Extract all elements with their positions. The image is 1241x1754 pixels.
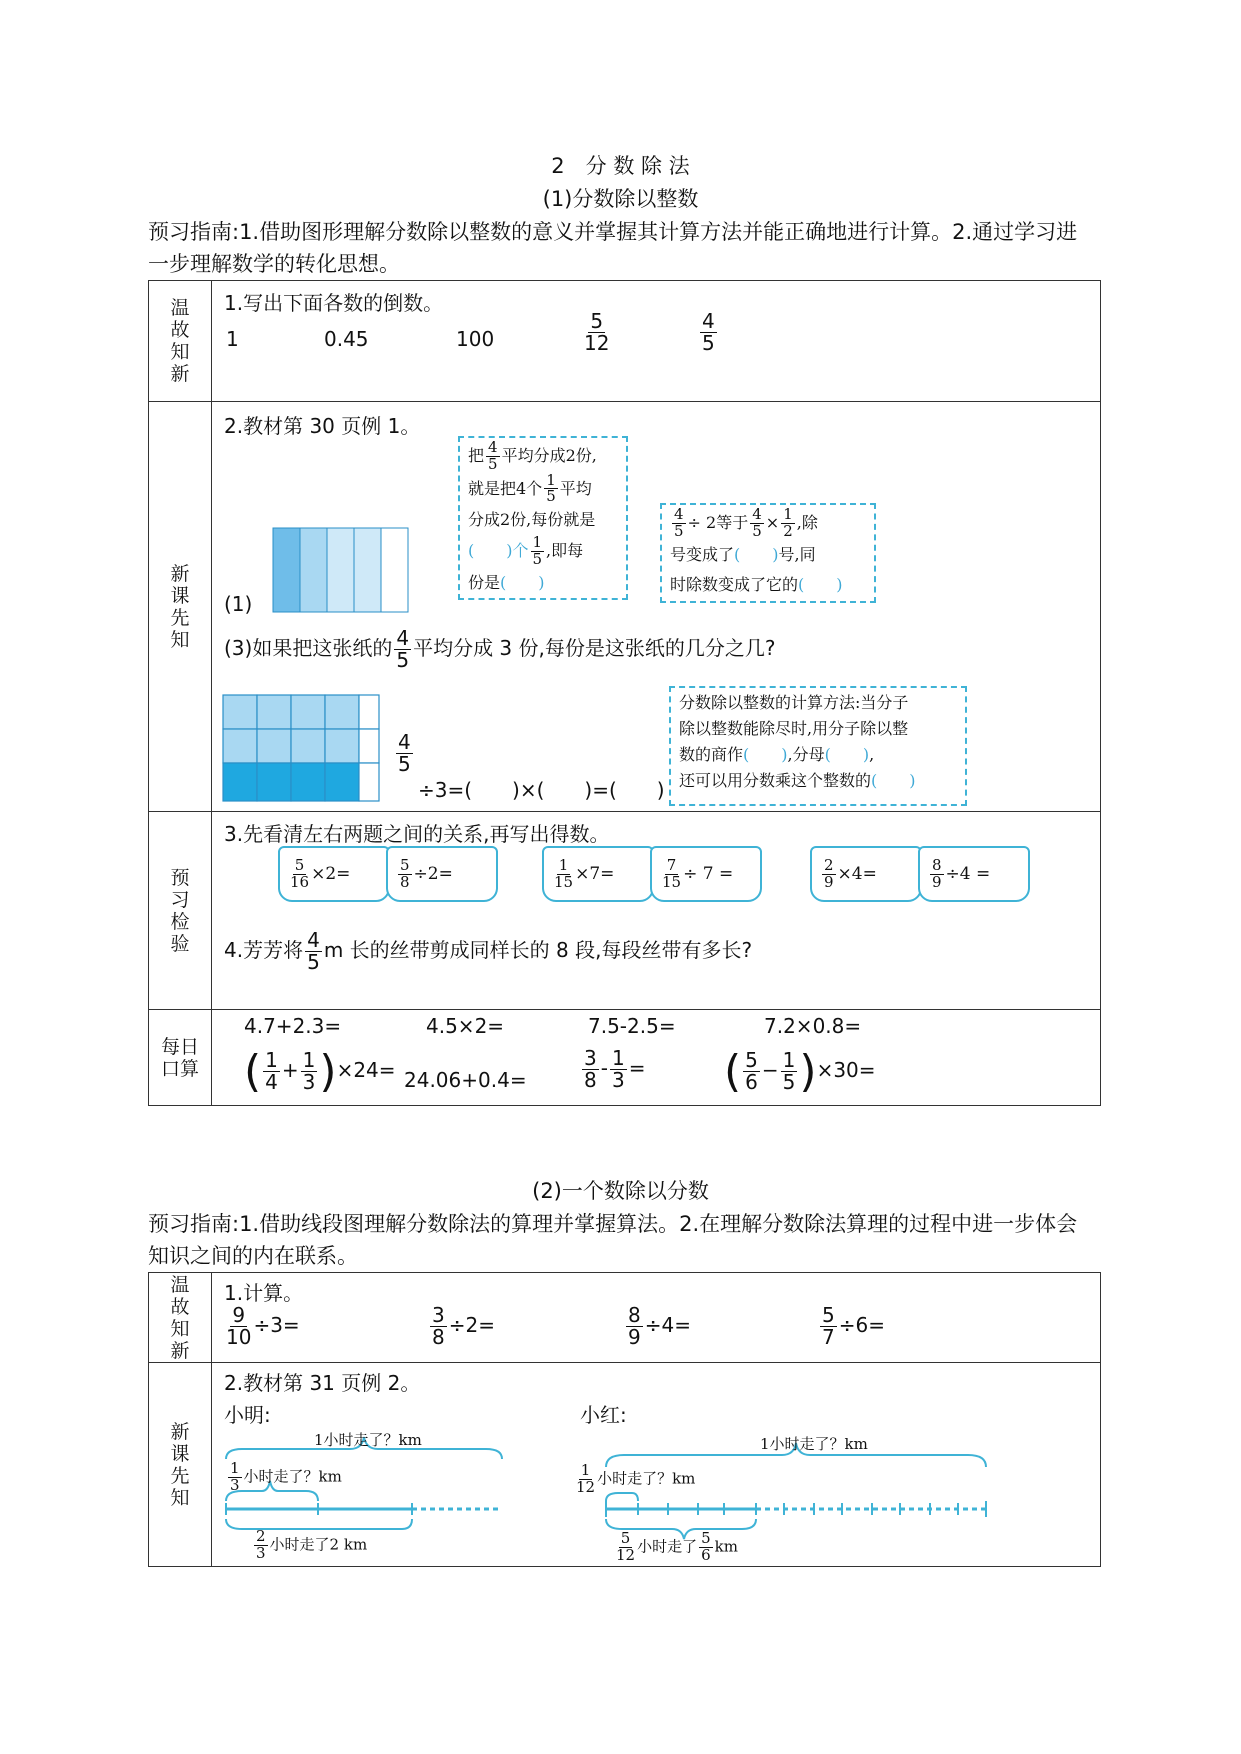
review-cell xyxy=(212,281,1101,402)
xiaoming-bottom-label: $\frac{2}{3}$ 小时走了2 km xyxy=(256,1527,368,1562)
xiaoming-label: 小明: xyxy=(224,1403,271,1427)
question-3: 3.先看清左右两题之间的关系,再写出得数。 xyxy=(224,822,610,846)
worksheet-table-1 xyxy=(148,280,1101,1106)
calc-item: 7.2×0.8= xyxy=(764,1014,862,1038)
review-cell xyxy=(212,1273,1101,1363)
xiaoming-top-label: 1小时走了？km xyxy=(314,1431,422,1449)
strip-diagram xyxy=(272,527,412,613)
hint-box-2: $\frac{4}{5}$ ÷ 2等于 $\frac{4}{5}$ × $\frac{1}{2}$ ,除 号变成了( )号,同 时除数变成了它的( ) xyxy=(660,503,876,603)
calc-item: 7.5-2.5= xyxy=(588,1014,676,1038)
item: 0.45 xyxy=(324,327,369,351)
fraction: $\frac{5}{12}$ xyxy=(584,309,610,355)
question-2: 2.教材第 31 页例 2。 xyxy=(224,1371,421,1395)
item: 100 xyxy=(456,327,495,351)
check-cell xyxy=(212,812,1101,1010)
part-label: (1) xyxy=(224,592,253,616)
calc-item: $\frac{3}{8}$ ÷2= xyxy=(432,1303,495,1349)
row-label: 新课先知 xyxy=(149,402,212,812)
calc-item: $\frac{8}{9}$ ÷4= xyxy=(628,1303,691,1349)
xiaohong-bottom-label: $\frac{5}{12}$ 小时走了 $\frac{5}{6}$ km xyxy=(616,1529,738,1564)
question-2: 2.教材第 30 页例 1。 xyxy=(224,414,421,438)
calc-item: 24.06+0.4= xyxy=(404,1068,527,1092)
calc-item: ( $\frac{5}{6}$ − $\frac{1}{5}$ )×30= xyxy=(724,1046,876,1097)
book-pair: $\frac{1}{15}$ ×7= $\frac{7}{15}$ ÷ 7 = xyxy=(542,846,762,906)
hint-box-3: 分数除以整数的计算方法:当分子 除以整数能除尽时,用分子除以整 数的商作( ),分母( ), 还可以用分数乘这个整数的( ) xyxy=(669,686,967,806)
equation: ÷3=( )×( )=( ) xyxy=(418,778,665,802)
book-pair: $\frac{5}{16}$ ×2= $\frac{5}{8}$ ÷2= xyxy=(278,846,498,906)
calc-item: 4.5×2= xyxy=(426,1014,505,1038)
row-label: 预习检验 xyxy=(149,812,212,1010)
xiaoming-mid-label: $\frac{1}{3}$ 小时走了？km xyxy=(230,1459,342,1494)
question-1: 1.写出下面各数的倒数。 xyxy=(224,291,444,315)
guide-2: 预习指南:1.借助线段图理解分数除法的算理并掌握算法。2.在理解分数除法算理的过程中进一步体会知识之间的内在联系。 xyxy=(148,1212,1078,1268)
calc-item: ( $\frac{1}{4}$ + $\frac{1}{3}$ )×24= xyxy=(244,1046,396,1097)
new-lesson-cell xyxy=(212,402,1101,812)
question-1: 1.计算。 xyxy=(224,1281,304,1305)
hint-box-1: 把 $\frac{4}{5}$ 平均分成2份, 就是把4个 $\frac{1}{5}$ 平均 分成2份,每份就是 ( )个 $\frac{1}{5}$ ,即每 份是( ) xyxy=(458,436,628,600)
book-pair: $\frac{2}{9}$ ×4= $\frac{8}{9}$ ÷4 = xyxy=(810,846,1030,906)
guide-1: 预习指南:1.借助图形理解分数除以整数的意义并掌握其计算方法并能正确地进行计算。2.通过学习进一步理解数学的转化思想。 xyxy=(148,220,1078,276)
daily-calc-cell xyxy=(212,1010,1101,1106)
worksheet-table-2 xyxy=(148,1272,1101,1567)
section-title-1: (1)分数除以整数 xyxy=(542,187,699,211)
question-4: 4.芳芳将 $\frac{4}{5}$ m 长的丝带剪成同样长的 8 段,每段丝带有多长? xyxy=(224,928,753,974)
grid-diagram xyxy=(222,694,382,804)
page-title: 2 分 数 除 法 xyxy=(551,154,690,178)
calc-item: $\frac{3}{8}$ - $\frac{1}{3}$ = xyxy=(584,1046,646,1092)
calc-item: $\frac{5}{7}$ ÷6= xyxy=(822,1303,885,1349)
new-lesson-cell xyxy=(212,1363,1101,1567)
row-label: 温故知新 xyxy=(149,1273,212,1363)
row-label: 新课先知 xyxy=(149,1363,212,1567)
row-label: 温故知新 xyxy=(149,281,212,402)
fraction: $\frac{4}{5}$ xyxy=(702,309,715,355)
question-2-3: (3)如果把这张纸的 $\frac{4}{5}$ 平均分成 3 份,每份是这张纸的几分之几? xyxy=(224,626,776,672)
row-label: 每日口算 xyxy=(149,1010,212,1106)
item: 1 xyxy=(226,327,239,351)
section-title-2: (2)一个数除以分数 xyxy=(532,1179,709,1203)
xiaohong-mid-label: $\frac{1}{12}$ 小时走了？km xyxy=(576,1461,696,1496)
fraction: $\frac{4}{5}$ xyxy=(398,730,411,776)
xiaohong-label: 小红: xyxy=(580,1403,627,1427)
xiaohong-top-label: 1小时走了？km xyxy=(760,1435,868,1453)
calc-item: $\frac{9}{10}$ ÷3= xyxy=(226,1303,300,1349)
calc-item: 4.7+2.3= xyxy=(244,1014,342,1038)
